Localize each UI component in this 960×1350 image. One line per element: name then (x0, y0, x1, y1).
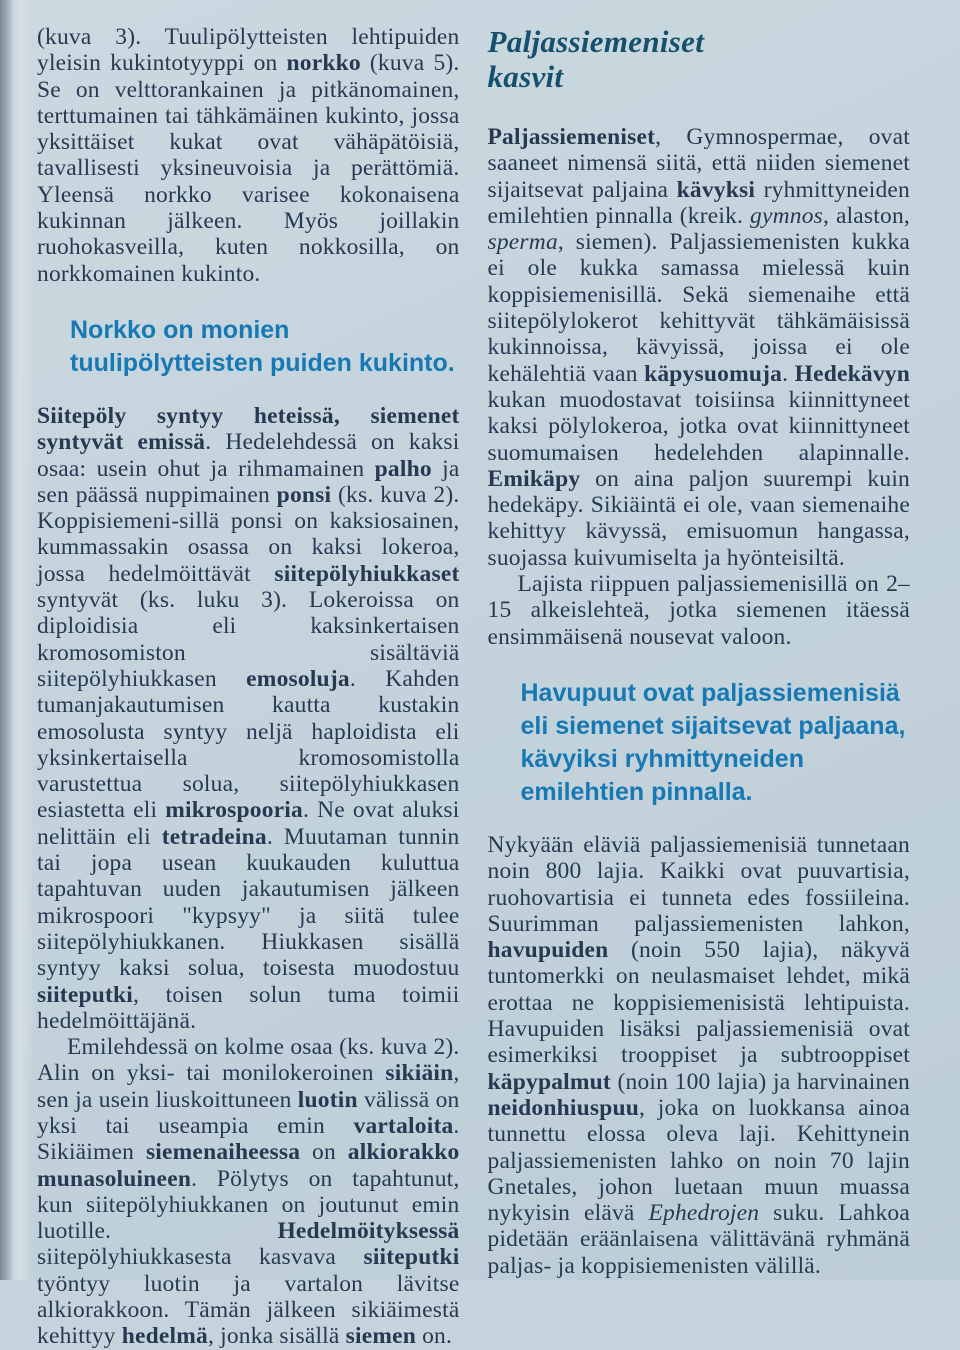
paragraph-catkin: (kuva 3). Tuulipölytteisten lehtipuiden yleisin kukintotyyppi on norkko (kuva 5). Se on velttorankainen ja pitkänomainen, terttumainen tai tähkämäinen kukinto, jossa yksittäiset kukat ovat vähäpätöisiä, tavallisesti yksineuvoisia ja perättömiä. Yleensä norkko varisee kokonaisena kukinnan jälkeen. Myös joillakin ruohokasveilla, kuten nokkosilla, on norkkomainen kukinto. (37, 24, 460, 287)
left-column (37, 24, 460, 1350)
paragraph-carpel-parts: Emilehdessä on kolme osaa (ks. kuva 2). Alin on yksi- tai monilokeroinen sikiäin, sen ja usein liuskoittuneen luotin välissä on yksi tai useampia emin vartaloita. Sikiäimen siemenaiheessa on alkiorakko munasoluineen. Pölytys on tapahtunut, kun siitepölyhiukkanen on joutunut emin luotille. Hedelmöityksessä siitepölyhiukkasesta kasvava siiteputki työntyy luotin ja vartalon lävitse alkiorakkoon. Tämän jälkeen sikiäimestä kehittyy hedelmä, jonka sisällä siemen on. (37, 1034, 460, 1350)
page-edge-shadow (0, 0, 34, 1280)
paragraph-gymnosperm-species: Nykyään eläviä paljassiemenisiä tunnetaan noin 800 lajia. Kaikki ovat puuvartisia, ruohovartisia ei tunneta edes fossiileina. Suurimman paljassiemenisten lahkon, havupuiden (noin 550 lajia), näkyvä tuntomerkki on neulasmaiset lehdet, mikä erottaa ne koppisiemenisistä lehtipuista. Havupuiden lisäksi paljassiemenisiä ovat esimerkiksi trooppiset ja subtrooppiset käpypalmut (noin 100 lajia) ja harvinainen neidonhiuspuu, joka on luokkansa ainoa tunnettu elossa oleva laji. Kehittynein paljassiemenisten lahko on noin 70 lajin Gnetales, johon luetaan muun muassa nykyisin elävä Ephedrojen suku. Lahkoa pidetään eräänlaisena välittävänä ryhmänä paljas- ja koppisiemenisten välillä. (487, 831, 910, 1279)
right-column (488, 24, 911, 1350)
section-heading-line2: kasvit (487, 59, 564, 94)
paragraph-pollen-stamens: Siitepöly syntyy heteissä, siemenet syntyvät emissä. Hedelehdessä on kaksi osaa: usein ohut ja rihmamainen palho ja sen päässä nuppimainen ponsi (ks. kuva 2). Koppisiemeni-sillä ponsi on kaksiosainen, kummassakin osassa on kaksi lokeroa, jossa hedelmöittävät siitepölyhiukkaset syntyvät (ks. luku 3). Lokeroissa on diploidisia eli kaksinkertaisen kromosomiston sisältäviä siitepölyhiukkasen emosoluja. Kahden tumanjakautumisen kautta kustakin emosolusta syntyy neljä haploidista eli yksinkertaisella kromosomistolla varustettua solua, siitepölyhiukkasen esiastetta eli mikrospooria. Ne ovat aluksi nelittäin eli tetradeina. Muutaman tunnin tai jopa usean kuukauden kuluttua tapahtuvan uuden jakautumisen jälkeen mikrospoori "kypsyy" ja siitä tulee siitepölyhiukkanen. Hiukkasen sisällä syntyy kaksi solua, toisesta muodostuu siiteputki, toisen solun tuma toimii hedelmöittäjänä. (37, 402, 460, 1034)
page-content (37, 24, 910, 1350)
paragraph-cotyledons: Lajista riippuen paljassiemenisillä on 2–15 alkeislehteä, jotka siemenen itäessä ensimmäisenä nousevat valoon. (487, 571, 910, 650)
callout-havupuut: Havupuut ovat paljassiemenisiä eli siemenet sijaitsevat paljaana, kävyiksi ryhmittyneiden emilehtien pinnalla. (520, 678, 906, 806)
section-heading-line1: Paljassiemeniset (487, 24, 705, 59)
paragraph-gymnosperms-intro: Paljassiemeniset, Gymnospermae, ovat saaneet nimensä siitä, että niiden siemenet sijaitsevat paljaina kävyksi ryhmittyneiden emilehtien pinnalla (kreik. gymnos, alaston, sperma, siemen). Paljassiemenisten kukka ei ole kukka samassa mielessä kuin koppisiemenisillä. Sekä siemenaihe että siitepölylokerot kehittyvät tähkämäisissä kukinnoissa, kävyissä, joissa ei ole kehälehtiä vaan käpysuomuja. Hedekävyn kukan muodostavat toisiinsa kiinnittyneet kaksi pölylokeroa, jotka ovat kiinnittyneet suomumaisen hedelehden alapinnalle. Emikäpy on aina paljon suurempi kuin hedekäpy. Sikiäintä ei ole, vaan siemenaihe kehittyy kävyssä, emisuomun hangassa, suojassa kuivumiselta ja hyönteisiltä. (487, 124, 910, 571)
callout-norkko: Norkko on monien tuulipölytteisten puiden kukinto. (70, 315, 455, 377)
section-heading (488, 24, 911, 94)
